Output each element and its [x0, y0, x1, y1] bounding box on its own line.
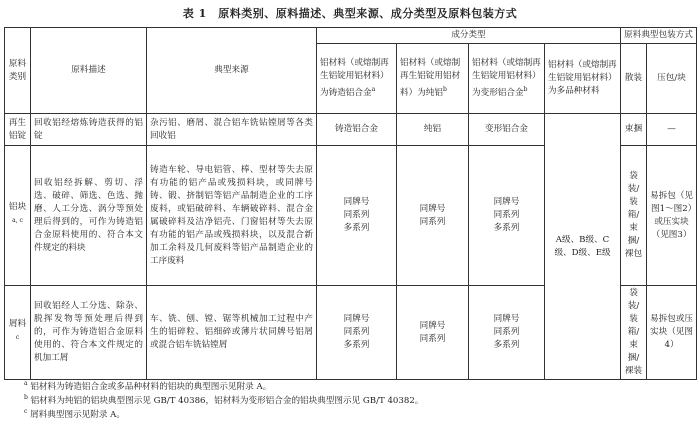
header-source: 典型来源	[147, 28, 317, 114]
row-comp-a: 同牌号 同系列 多系列	[317, 146, 397, 286]
row-description: 回收铝经拆解、剪切、浮选、破碎、筛选、色选、抛磨、人工分选、涡分等预处理后得到的，可作为铸造铝合金原料使用的、符合本文件规定的料块	[31, 146, 147, 286]
row-comp-a: 同牌号 同系列 多系列	[317, 286, 397, 380]
row-comp-d: A级、B级、C级、D级、E级	[545, 114, 621, 380]
row-bulk: 袋装/装箱/束捆/裸装	[621, 286, 647, 380]
header-packaging-group: 原料典型包装方式	[621, 28, 697, 44]
material-table	[4, 27, 697, 380]
row-bulk: 束捆	[621, 114, 647, 146]
header-bulk: 散装	[621, 44, 647, 114]
row-source: 车、铣、刨、镗、锯等机械加工过程中产生的铝碎粒、铝细碎或薄片状同牌号铝屑或混合铝车铣钻镗屑	[147, 286, 317, 380]
header-comp-d: 铝材料（或熔制再生铝锭用铝材料）为多品种材料	[545, 44, 621, 114]
header-comp-c: 铝材料（或熔制再生铝锭用铝材料）为变形铝合金$^b$	[469, 44, 545, 114]
header-comp-a: 铝材料（或熔制再生铝锭用铝材料）为铸造铝合金$^a$	[317, 44, 397, 114]
header-row-1	[5, 28, 697, 44]
row-description: 回收铝经熔炼铸造获得的铝锭	[31, 114, 147, 146]
row-bale: —	[647, 114, 697, 146]
row-source: 杂污铝、磨屑、混合铝车铣钻镗屑等各类回收铝	[147, 114, 317, 146]
table-title: 表 1 原料类别、原料描述、典型来源、成分类型及原料包装方式	[182, 7, 518, 20]
row-category: 屑料$^c$	[5, 286, 31, 380]
row-comp-b: 同牌号 同系列	[397, 146, 469, 286]
header-category: 原料类别	[5, 28, 31, 114]
footnote-c: $^c$ 屑料典型图示见附录 A。	[24, 408, 125, 420]
row-comp-b: 同牌号 同系列	[397, 286, 469, 380]
row-comp-c: 同牌号 同系列 多系列	[469, 286, 545, 380]
footnote-b: $^b$ 铝材料为纯铝的铝块典型图示见 GB/T 40386，铝材料为变形铝合金的铝块典型图示见 GB/T 40382。	[24, 394, 424, 406]
header-comp-b: 铝材料（或熔制再生铝锭用铝材料）为纯铝$^b$	[397, 44, 469, 114]
header-description: 原料描述	[31, 28, 147, 114]
header-bale: 压包/块	[647, 44, 697, 114]
row-comp-b: 纯铝	[397, 114, 469, 146]
row-source: 铸造车轮、导电铝管、棒、型材等失去原有功能的铝产品或残损料块，或同牌号铸、锻、挤制铝等铝产品制造企业的工序废料，或铝破碎料、车辆破碎料、混合金属破碎料及洁净铝壳、门窗铝材等失去原有功能的铝产品或残损料块，以及混合新加工余料及几何废料等铝产品制造企业的工序废料	[147, 146, 317, 286]
row-bulk: 袋装/装箱/束捆/裸包	[621, 146, 647, 286]
table-row	[5, 114, 697, 146]
row-category: 铝块$^{a, c}$	[5, 146, 31, 286]
row-comp-c: 变形铝合金	[469, 114, 545, 146]
row-bale: 易拆包或压实块（见图4）	[647, 286, 697, 380]
row-bale: 易拆包（见图1～图2）或压实块（见图3）	[647, 146, 697, 286]
row-comp-c: 同牌号 同系列 多系列	[469, 146, 545, 286]
row-comp-a: 铸造铝合金	[317, 114, 397, 146]
header-composition-group: 成分类型	[317, 28, 621, 44]
footnote-a: $^a$ 铝材料为铸造铝合金或多品种材料的铝块的典型图示见附录 A。	[24, 380, 272, 392]
row-description: 回收铝经人工分选、除杂、脱挥发物等预处理后得到的，可作为铸造铝合金原料使用的、符合本文件规定的机加工屑	[31, 286, 147, 380]
row-category: 再生铝锭	[5, 114, 31, 146]
